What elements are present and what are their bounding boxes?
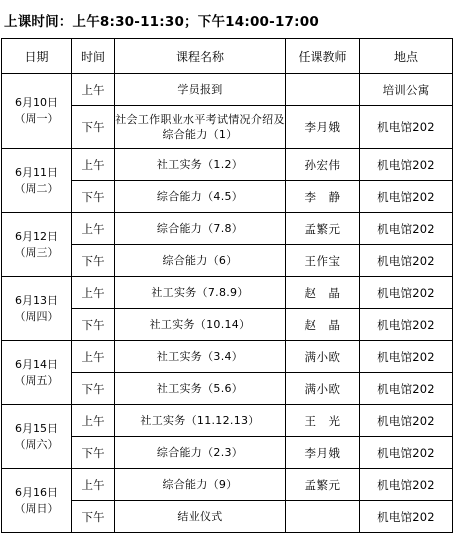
- date-cell: [2, 213, 72, 277]
- table-row: [2, 149, 453, 181]
- weekday-text: （周六）: [14, 437, 59, 451]
- class-time-morning: 上午8:30-11:30；: [72, 14, 198, 30]
- location-cell: 机电馆202: [360, 405, 453, 437]
- weekday-text: （周四）: [14, 309, 59, 323]
- teacher-cell: 王 光: [286, 405, 360, 437]
- date-text: 6月15日: [15, 421, 58, 435]
- weekday-text: （周三）: [14, 245, 59, 259]
- class-time-header: [4, 10, 319, 30]
- time-cell: 上午: [72, 469, 115, 501]
- teacher-cell: [286, 74, 360, 106]
- date-cell: [2, 341, 72, 405]
- date-text: 6月14日: [15, 357, 58, 371]
- course-cell: 综合能力（7.8）: [115, 213, 286, 245]
- course-cell: 综合能力（9）: [115, 469, 286, 501]
- col-header-course: 课程名称: [115, 39, 286, 74]
- location-cell: 机电馆202: [360, 373, 453, 405]
- class-time-afternoon: 下午14:00-17:00: [197, 14, 319, 30]
- teacher-cell: 孙宏伟: [286, 149, 360, 181]
- teacher-cell: 李月娥: [286, 437, 360, 469]
- weekday-text: （周五）: [14, 373, 59, 387]
- date-cell: [2, 74, 72, 149]
- table-row: [2, 277, 453, 309]
- time-cell: 上午: [72, 213, 115, 245]
- weekday-text: （周日）: [14, 501, 59, 515]
- date-text: 6月16日: [15, 485, 58, 499]
- col-header-time: 时间: [72, 39, 115, 74]
- course-cell: 学员报到: [115, 74, 286, 106]
- teacher-cell: 李月娥: [286, 106, 360, 149]
- time-cell: 上午: [72, 74, 115, 106]
- course-cell: 社工实务（10.14）: [115, 309, 286, 341]
- date-cell: [2, 405, 72, 469]
- location-cell: 机电馆202: [360, 213, 453, 245]
- table-row: [2, 213, 453, 245]
- course-cell: 综合能力（6）: [115, 245, 286, 277]
- location-cell: 机电馆202: [360, 501, 453, 533]
- teacher-cell: [286, 501, 360, 533]
- teacher-cell: 李 静: [286, 181, 360, 213]
- time-cell: 下午: [72, 373, 115, 405]
- course-cell: 社会工作职业水平考试情况介绍及综合能力（1）: [115, 106, 286, 149]
- teacher-cell: 孟繁元: [286, 213, 360, 245]
- teacher-cell: 赵 晶: [286, 309, 360, 341]
- schedule-table: [1, 38, 453, 533]
- course-cell: 社工实务（1.2）: [115, 149, 286, 181]
- course-cell: 社工实务（11.12.13）: [115, 405, 286, 437]
- time-cell: 上午: [72, 149, 115, 181]
- location-cell: 机电馆202: [360, 149, 453, 181]
- teacher-cell: 满小欧: [286, 373, 360, 405]
- location-cell: 培训公寓: [360, 74, 453, 106]
- location-cell: 机电馆202: [360, 309, 453, 341]
- table-row: [2, 341, 453, 373]
- teacher-cell: 王作宝: [286, 245, 360, 277]
- time-cell: 下午: [72, 245, 115, 277]
- table-row: [2, 405, 453, 437]
- course-cell: 综合能力（2.3）: [115, 437, 286, 469]
- time-cell: 上午: [72, 341, 115, 373]
- col-header-date: 日期: [2, 39, 72, 74]
- location-cell: 机电馆202: [360, 469, 453, 501]
- location-cell: 机电馆202: [360, 277, 453, 309]
- location-cell: 机电馆202: [360, 341, 453, 373]
- weekday-text: （周一）: [14, 112, 59, 125]
- teacher-cell: 孟繁元: [286, 469, 360, 501]
- date-text: 6月13日: [15, 293, 58, 307]
- table-row: [2, 74, 453, 106]
- course-cell: 社工实务（3.4）: [115, 341, 286, 373]
- time-cell: 下午: [72, 181, 115, 213]
- location-cell: 机电馆202: [360, 437, 453, 469]
- course-cell: 社工实务（7.8.9）: [115, 277, 286, 309]
- location-cell: 机电馆202: [360, 181, 453, 213]
- class-time-label: 上课时间：: [4, 14, 73, 30]
- date-cell: [2, 469, 72, 533]
- course-cell: 综合能力（4.5）: [115, 181, 286, 213]
- date-text: 6月10日: [15, 96, 58, 109]
- time-cell: 下午: [72, 501, 115, 533]
- col-header-location: 地点: [360, 39, 453, 74]
- table-row: [2, 469, 453, 501]
- date-cell: [2, 149, 72, 213]
- teacher-cell: 赵 晶: [286, 277, 360, 309]
- time-cell: 上午: [72, 405, 115, 437]
- col-header-teacher: 任课教师: [286, 39, 360, 74]
- course-cell: 结业仪式: [115, 501, 286, 533]
- teacher-cell: 满小欧: [286, 341, 360, 373]
- location-cell: 机电馆202: [360, 106, 453, 149]
- time-cell: 下午: [72, 106, 115, 149]
- time-cell: 下午: [72, 437, 115, 469]
- date-text: 6月12日: [15, 229, 58, 243]
- table-header-row: [2, 39, 453, 74]
- time-cell: 上午: [72, 277, 115, 309]
- date-text: 6月11日: [15, 165, 58, 179]
- date-cell: [2, 277, 72, 341]
- time-cell: 下午: [72, 309, 115, 341]
- location-cell: 机电馆202: [360, 245, 453, 277]
- course-cell: 社工实务（5.6）: [115, 373, 286, 405]
- weekday-text: （周二）: [14, 181, 59, 195]
